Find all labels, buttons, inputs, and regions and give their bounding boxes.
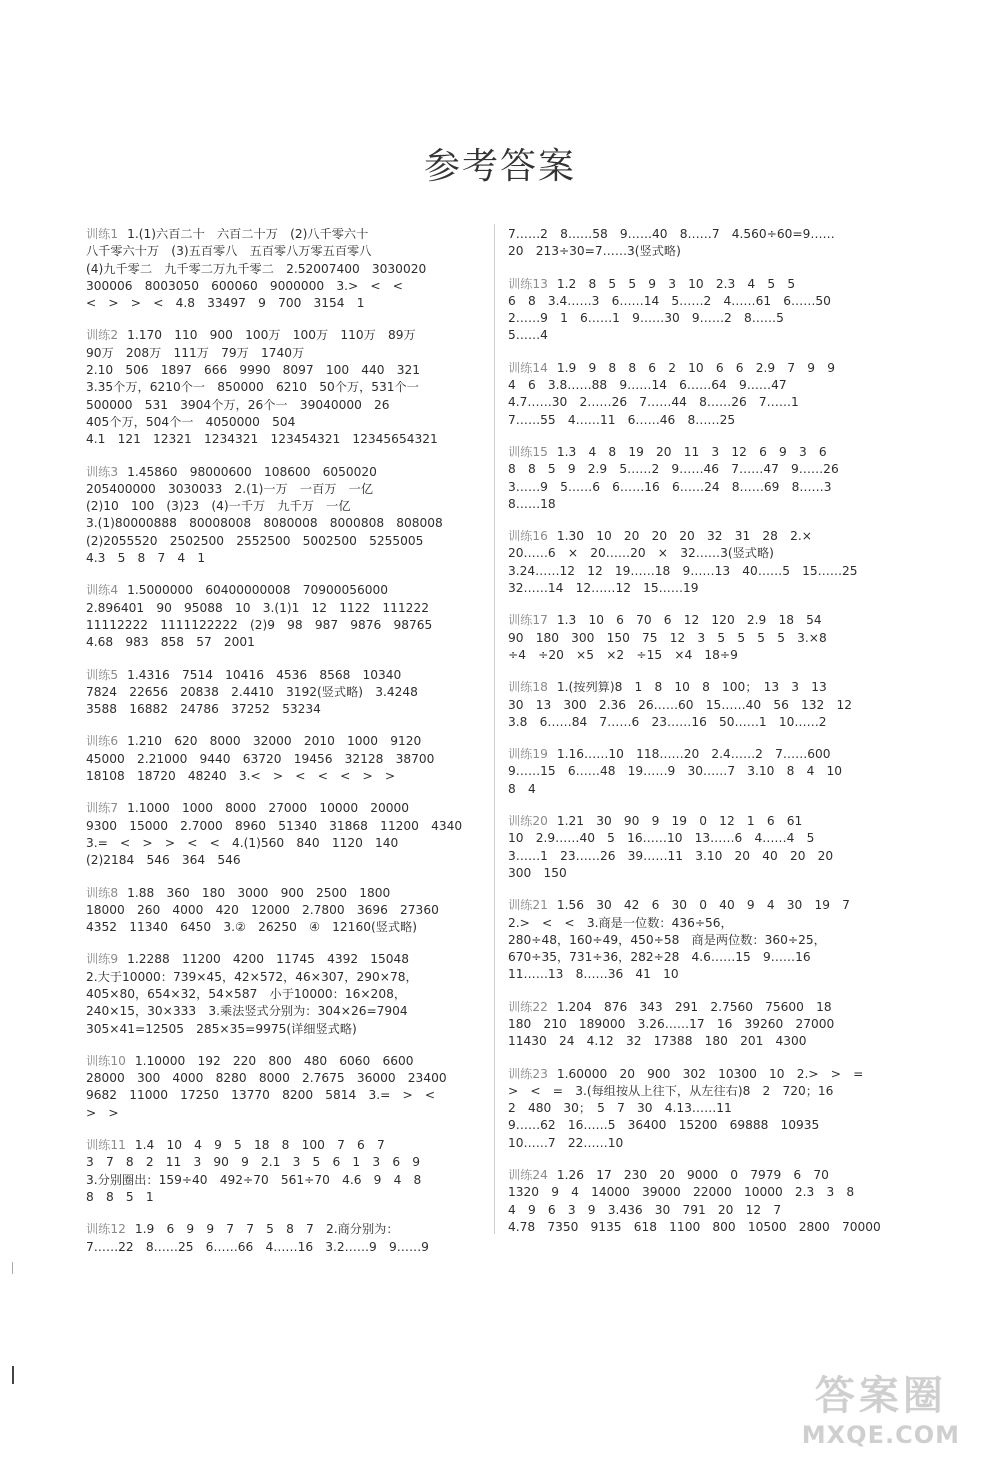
answer-line [86, 550, 486, 567]
answer-text: 3.35个万，6210个一 850000 6210 50个万，531个一 [86, 380, 419, 395]
answer-text: 8……18 [508, 496, 556, 511]
exercise-block [508, 999, 904, 1051]
answer-text: 90万 208万 111万 79万 1740万 [86, 345, 305, 360]
answer-text: 9300 15000 2.7000 8960 51340 31868 11200 4340 [86, 818, 463, 833]
exercise-label: 训练5 [86, 667, 119, 682]
answer-text: 1.9 6 9 9 7 7 5 8 7 2.商分别为： [134, 1222, 399, 1237]
answer-text: 2.大于10000：739×45，42×572，46×307，290×78， [86, 969, 418, 984]
answer-text: 3.24……12 12 19……18 9……13 40……5 15……25 [508, 563, 858, 578]
answer-text: 300 150 [508, 865, 567, 880]
exercise-label: 训练2 [86, 328, 119, 343]
answer-line [508, 1083, 904, 1100]
answer-text: 3.= < > > < < 4.(1)560 840 1120 140 [86, 835, 399, 850]
exercise-label: 训练19 [508, 747, 548, 762]
watermark-url: MXQE.COM [801, 1421, 960, 1449]
answer-text: 1.3 4 8 19 20 11 3 12 6 9 3 6 [556, 444, 827, 459]
exercise-label: 训练3 [86, 464, 119, 479]
answer-text: 3.8 6……84 7……6 23……16 50……1 10……2 [508, 714, 827, 729]
answer-line [508, 1167, 904, 1184]
exercise-block [508, 612, 904, 664]
answer-text: 2……9 1 6……1 9……30 9……2 8……5 [508, 311, 784, 326]
answer-text: 240×15，30×333 3.乘法竖式分别为：304×26=7904 [86, 1004, 408, 1019]
answer-line [86, 1189, 486, 1206]
answer-line [508, 545, 904, 562]
exercise-block [508, 360, 904, 429]
answer-line [86, 768, 486, 785]
answer-text: > < = 3.(每组按从上往下，从左往右)8 2 720；16 [508, 1083, 834, 1098]
answer-line [86, 1137, 486, 1154]
answer-line [86, 800, 486, 817]
answer-line [86, 852, 486, 869]
answer-text: 4.7……30 2……26 7……44 8……26 7……1 [508, 395, 799, 410]
answer-line [86, 1053, 486, 1070]
answer-line [86, 818, 486, 835]
answer-line [508, 461, 904, 478]
answer-text: 1.2 8 5 5 9 3 10 2.3 4 5 5 [556, 276, 796, 291]
answer-line [508, 412, 904, 429]
answer-line [508, 714, 904, 731]
answer-text: 4352 11340 6450 3.② 26250 ④ 12160(竖式略) [86, 920, 418, 935]
answer-text: > > [86, 1105, 119, 1120]
answer-line [86, 701, 486, 718]
answer-text: 5……4 [508, 328, 548, 343]
answer-line [508, 966, 904, 983]
answer-line [86, 295, 486, 312]
answer-line [86, 327, 486, 344]
answer-text: 11430 24 4.12 32 17388 180 201 4300 [508, 1034, 807, 1049]
answer-line [86, 397, 486, 414]
answer-text: 1.5000000 60400000008 70900056000 [127, 583, 389, 598]
answer-line [508, 897, 904, 914]
margin-mark [12, 1262, 13, 1274]
exercise-block [508, 444, 904, 513]
answer-text: 1320 9 4 14000 39000 22000 10000 2.3 3 8 [508, 1185, 855, 1200]
exercise-block [86, 1053, 486, 1122]
answer-line [86, 1105, 486, 1122]
answer-text: 1.26 17 230 20 9000 0 7979 6 70 [556, 1168, 829, 1183]
exercise-label: 训练16 [508, 529, 548, 544]
answer-text: 1.(按列算)8 1 8 10 8 100； 13 3 13 [556, 680, 827, 695]
answer-line [86, 1154, 486, 1171]
answer-line [508, 394, 904, 411]
answer-line [508, 1135, 904, 1152]
answer-text: 18000 260 4000 420 12000 2.7800 3696 27360 [86, 902, 439, 917]
exercise-block [508, 528, 904, 597]
answer-text: 4.68 983 858 57 2001 [86, 635, 255, 650]
answer-line [508, 1184, 904, 1201]
answer-line [86, 1172, 486, 1189]
exercise-label: 训练20 [508, 814, 548, 829]
answer-text: 2.896401 90 95088 10 3.(1)1 12 1122 111222 [86, 600, 429, 615]
answer-line [86, 1087, 486, 1104]
answer-line [86, 684, 486, 701]
answer-text: 300006 8003050 600060 9000000 3.> < < [86, 278, 403, 293]
answer-line [86, 617, 486, 634]
exercise-block [508, 813, 904, 882]
answer-text: 7824 22656 20838 2.4410 3192(竖式略) 3.4248 [86, 684, 418, 699]
answer-line [86, 1021, 486, 1038]
exercise-block [86, 464, 486, 568]
exercise-block [508, 226, 904, 261]
answer-line [508, 360, 904, 377]
answer-text: 180 210 189000 3.26……17 16 39260 27000 [508, 1016, 835, 1031]
answer-line [86, 951, 486, 968]
answer-line [508, 479, 904, 496]
answer-line [508, 1033, 904, 1050]
exercise-label: 训练6 [86, 734, 119, 749]
answer-text: 1.10000 192 220 800 480 6060 6600 [134, 1053, 414, 1068]
answer-line [508, 763, 904, 780]
answer-line [86, 345, 486, 362]
answer-text: 1.9 9 8 8 6 2 10 6 6 2.9 7 9 9 [556, 360, 835, 375]
answer-line [86, 362, 486, 379]
answer-line [86, 1221, 486, 1238]
exercise-block [508, 1066, 904, 1152]
answer-text: 1.4316 7514 10416 4536 8568 10340 [127, 667, 402, 682]
answer-text: 405个万，504个一 4050000 504 [86, 414, 296, 429]
answer-text: 1.30 10 20 20 20 32 31 28 2.× [556, 529, 812, 544]
answer-text: 32……14 12……12 15……19 [508, 581, 699, 596]
answer-text: 1.56 30 42 6 30 0 40 9 4 30 19 7 [556, 898, 850, 913]
answer-line [86, 885, 486, 902]
exercise-block [508, 1167, 904, 1236]
answer-line [86, 464, 486, 481]
answer-text: 20……6 × 20……20 × 32……3(竖式略) [508, 546, 774, 561]
exercise-label: 训练12 [86, 1222, 126, 1237]
exercise-label: 训练21 [508, 898, 548, 913]
exercise-block [86, 1221, 486, 1256]
answer-text: 1.1000 1000 8000 27000 10000 20000 [127, 801, 410, 816]
answer-line [508, 243, 904, 260]
answer-text: 305×41=12505 285×35=9975(详细竖式略) [86, 1021, 357, 1036]
answer-text: 90 180 300 150 75 12 3 5 5 5 5 3.×8 [508, 630, 827, 645]
answer-line [508, 697, 904, 714]
answer-text: 1.204 876 343 291 2.7560 75600 18 [556, 999, 832, 1014]
answer-text: 18108 18720 48240 3.< > < < < > > [86, 769, 396, 784]
answer-line [508, 612, 904, 629]
answer-line [86, 498, 486, 515]
answer-text: 1.(1)六百二十 六百二十万 (2)八千零六十 [127, 227, 369, 241]
answer-line [508, 1016, 904, 1033]
exercise-label: 训练9 [86, 952, 119, 967]
exercise-label: 训练22 [508, 999, 548, 1014]
exercise-block [86, 800, 486, 869]
answer-text: (4)九千零二 九千零二万九千零二 2.52007400 3030020 [86, 261, 427, 276]
answer-text: 1.60000 20 900 302 10300 10 2.> > = [556, 1066, 864, 1081]
answer-line [508, 746, 904, 763]
answer-text: 405×80，654×32，54×587 小于10000：16×208， [86, 986, 407, 1001]
answer-text: (2)2055520 2502500 2552500 5002500 5255005 [86, 533, 424, 548]
answer-text: 4.78 7350 9135 618 1100 800 10500 2800 70000 [508, 1219, 881, 1234]
answer-line [508, 949, 904, 966]
answer-text: 1.88 360 180 3000 900 2500 1800 [127, 885, 391, 900]
answer-line [508, 563, 904, 580]
exercise-block [508, 746, 904, 798]
answer-text: 1.45860 98000600 108600 6050020 [127, 464, 377, 479]
answer-text: ÷4 ÷20 ×5 ×2 ÷15 ×4 18÷9 [508, 647, 738, 662]
answer-text: 8 8 5 1 [86, 1189, 154, 1204]
answer-line [508, 310, 904, 327]
exercise-label: 训练8 [86, 885, 119, 900]
answer-line [508, 528, 904, 545]
answer-line [86, 243, 486, 260]
answer-text: 3588 16882 24786 37252 53234 [86, 702, 321, 717]
exercise-block [508, 679, 904, 731]
answer-line [86, 634, 486, 651]
answer-text: 45000 2.21000 9440 63720 19456 32128 38700 [86, 751, 435, 766]
exercise-label: 训练13 [508, 276, 548, 291]
exercise-label: 训练1 [86, 227, 119, 241]
answer-line [508, 496, 904, 513]
answer-line [86, 1070, 486, 1087]
answer-line [86, 1003, 486, 1020]
exercise-block [508, 276, 904, 345]
answer-text: 10 2.9……40 5 16……10 13……6 4……4 5 [508, 831, 815, 846]
answer-line [508, 1202, 904, 1219]
answer-text: 9682 11000 17250 13770 8200 5814 3.= > < [86, 1088, 436, 1103]
answer-text: 8 4 [508, 781, 536, 796]
answer-line [508, 813, 904, 830]
exercise-block [86, 226, 486, 312]
answer-line [508, 1219, 904, 1236]
answer-text: 3 7 8 2 11 3 90 9 2.1 3 5 6 1 3 6 9 [86, 1155, 421, 1170]
answer-text: 670÷35，731÷36，282÷28 4.6……15 9……16 [508, 950, 811, 965]
answer-text: 8 8 5 9 2.9 5……2 9……46 7……47 9……26 [508, 462, 839, 477]
answer-text: 9……62 16……5 36400 15200 69888 10935 [508, 1118, 820, 1133]
answer-text: 30 13 300 2.36 26……60 15……40 56 132 12 [508, 697, 852, 712]
answer-text: 3……1 23……26 39……11 3.10 20 40 20 20 [508, 848, 834, 863]
answer-line [86, 533, 486, 550]
answer-line [86, 261, 486, 278]
answer-text: (2)10 100 (3)23 (4)一千万 九千万 一亿 [86, 499, 351, 514]
answer-text: 1.4 10 4 9 5 18 8 100 7 6 7 [134, 1138, 385, 1153]
answer-column-left [86, 226, 486, 1271]
exercise-block [86, 733, 486, 785]
answer-text: 2 480 30； 5 7 30 4.13……11 [508, 1101, 732, 1116]
answer-line [508, 1100, 904, 1117]
answer-line [508, 293, 904, 310]
answer-line [508, 781, 904, 798]
answer-text: 1.21 30 90 9 19 0 12 1 6 61 [556, 814, 803, 829]
answer-line [86, 414, 486, 431]
answer-line [508, 999, 904, 1016]
answer-line [86, 582, 486, 599]
exercise-block [86, 885, 486, 937]
answer-line [508, 865, 904, 882]
answer-line [86, 379, 486, 396]
answer-text: 280÷48，160÷49，450÷58 商是两位数：360÷25， [508, 932, 826, 947]
answer-line [508, 932, 904, 949]
exercise-label: 训练24 [508, 1168, 548, 1183]
answer-line [508, 1117, 904, 1134]
answer-line [508, 377, 904, 394]
answer-text: 4.1 121 12321 1234321 123454321 12345654321 [86, 432, 438, 447]
answer-text: 4 6 3.8……88 9……14 6……64 9……47 [508, 378, 787, 393]
answer-text: 4 9 6 3 9 3.436 30 791 20 12 7 [508, 1202, 782, 1217]
answer-text: 7……55 4……11 6……46 8……25 [508, 412, 736, 427]
column-divider [494, 224, 495, 1234]
answer-text: 3……9 5……6 6……16 6……24 8……69 8……3 [508, 479, 832, 494]
answer-text: 1.210 620 8000 32000 2010 1000 9120 [127, 734, 422, 749]
answer-text: 2.10 506 1897 666 9990 8097 100 440 321 [86, 363, 420, 378]
answer-line [508, 444, 904, 461]
answer-line [86, 226, 486, 243]
exercise-block [508, 897, 904, 983]
answer-line [86, 969, 486, 986]
answer-text: 1.170 110 900 100万 100万 110万 89万 [127, 328, 416, 343]
answer-text: 八千零六十万 (3)五百零八 五百零八万零五百零八 [86, 244, 372, 259]
answer-text: 2.> < < 3.商是一位数：436÷56， [508, 915, 733, 930]
exercise-label: 训练14 [508, 360, 548, 375]
answer-line [86, 431, 486, 448]
exercise-label: 训练23 [508, 1066, 548, 1081]
answer-text: 3.(1)80000888 80008008 8080008 8000808 808008 [86, 516, 443, 531]
exercise-label: 训练7 [86, 801, 119, 816]
exercise-block [86, 667, 486, 719]
answer-line [508, 327, 904, 344]
exercise-label: 训练10 [86, 1053, 126, 1068]
answer-line [508, 915, 904, 932]
exercise-block [86, 951, 486, 1037]
page-title: 参考答案 [423, 146, 576, 187]
answer-text: < > > < 4.8 33497 9 700 3154 1 [86, 296, 365, 311]
exercise-label: 训练15 [508, 444, 548, 459]
watermark-logo: 答案圈 [814, 1373, 947, 1419]
exercise-label: 训练11 [86, 1138, 126, 1153]
exercise-label: 训练18 [508, 680, 548, 695]
answer-line [86, 481, 486, 498]
exercise-label: 训练17 [508, 613, 548, 628]
answer-line [86, 1239, 486, 1256]
answer-text: 11……13 8……36 41 10 [508, 967, 679, 982]
answer-line [86, 751, 486, 768]
answer-text: 9……15 6……48 19……9 30……7 3.10 8 4 10 [508, 764, 843, 779]
answer-line [86, 278, 486, 295]
answer-text: 205400000 3030033 2.(1)一万 一百万 一亿 [86, 481, 374, 496]
answer-line [86, 986, 486, 1003]
answer-text: 10……7 22……10 [508, 1135, 624, 1150]
answer-text: 11112222 1111122222 (2)9 98 987 9876 98765 [86, 617, 433, 632]
answer-line [86, 667, 486, 684]
answer-line [508, 647, 904, 664]
answer-text: 500000 531 3904个万，26个一 39040000 26 [86, 397, 390, 412]
margin-mark [12, 1366, 14, 1384]
answer-line [508, 226, 904, 243]
answer-text: (2)2184 546 364 546 [86, 853, 241, 868]
answer-column-right [508, 226, 904, 1251]
answer-line [508, 679, 904, 696]
answer-line [508, 630, 904, 647]
answer-line [86, 733, 486, 750]
exercise-label: 训练4 [86, 583, 119, 598]
answer-text: 20 213÷30=7……3(竖式略) [508, 244, 681, 259]
answer-line [86, 919, 486, 936]
watermark [802, 1364, 960, 1449]
answer-line [508, 580, 904, 597]
answer-text: 4.3 5 8 7 4 1 [86, 551, 206, 566]
answer-line [86, 902, 486, 919]
answer-text: 7……22 8……25 6……66 4……16 3.2……9 9……9 [86, 1239, 429, 1254]
answer-line [86, 835, 486, 852]
answer-text: 6 8 3.4……3 6……14 5……2 4……61 6……50 [508, 293, 831, 308]
answer-line [508, 1066, 904, 1083]
exercise-block [86, 582, 486, 651]
answer-text: 1.3 10 6 70 6 12 120 2.9 18 54 [556, 613, 822, 628]
answer-line [508, 276, 904, 293]
answer-line [508, 830, 904, 847]
answer-text: 1.2288 11200 4200 11745 4392 15048 [127, 952, 410, 967]
answer-text: 7……2 8……58 9……40 8……7 4.560÷60=9…… [508, 227, 835, 241]
answer-line [508, 848, 904, 865]
answer-text: 3.分别圈出：159÷40 492÷70 561÷70 4.6 9 4 8 [86, 1172, 422, 1187]
answer-text: 28000 300 4000 8280 8000 2.7675 36000 23400 [86, 1071, 447, 1086]
exercise-block [86, 1137, 486, 1206]
answer-line [86, 600, 486, 617]
answer-line [86, 515, 486, 532]
answer-text: 1.16……10 118……20 2.4……2 7……600 [556, 747, 831, 762]
exercise-block [86, 327, 486, 448]
